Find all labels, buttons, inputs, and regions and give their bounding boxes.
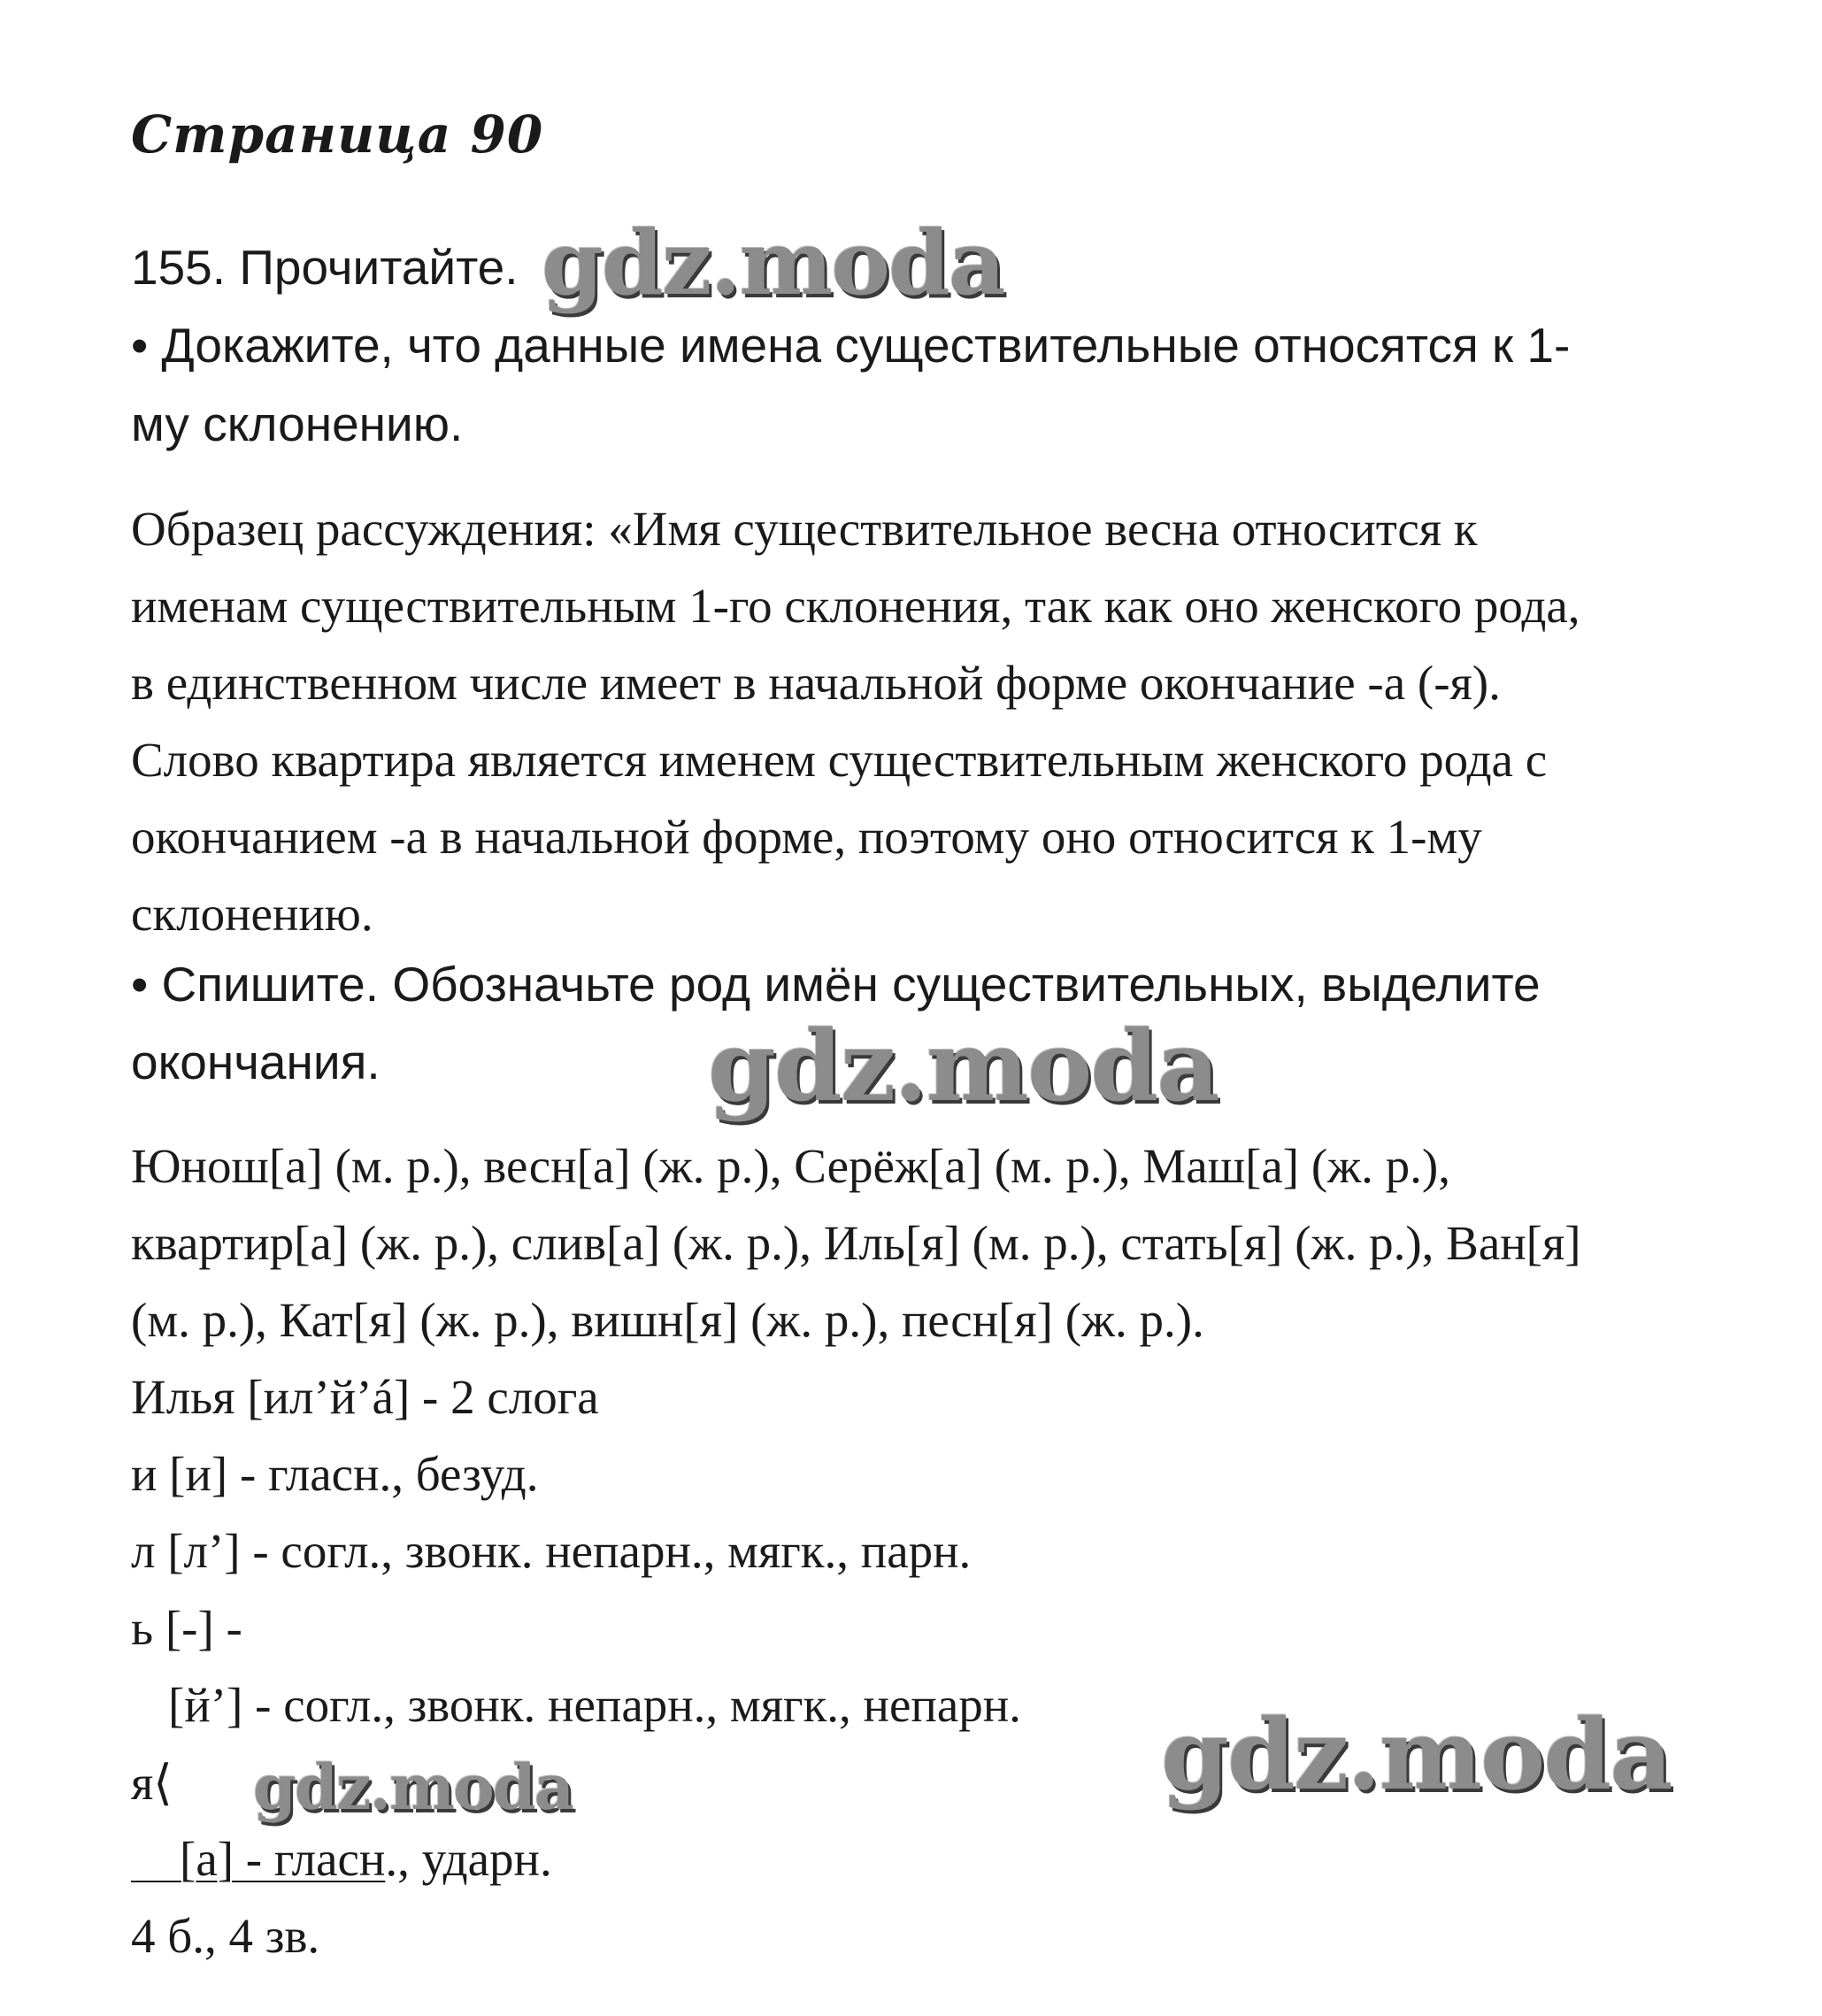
answer-line: Юнош[а] (м. р.), весн[а] (ж. р.), Серёж[а] (м. р.), Маш[а] (ж. р.),: [131, 1139, 1450, 1193]
page-title: Страница 90: [131, 104, 544, 165]
phonetic-line-a-underlined: [а] - гласн: [180, 1832, 386, 1886]
reasoning-line: Слово квартира является именем существительным женского рода с: [131, 733, 1548, 787]
phonetic-line-a: [131, 1831, 552, 1887]
phonetic-line-ya: я⟨: [131, 1756, 173, 1810]
task2-instruction-line-1: • Спишите. Обозначьте род имён существительных, выделите: [131, 957, 1541, 1012]
reasoning-line: Образец рассуждения: «Имя существительное весна относится к: [131, 502, 1478, 556]
phonetic-word: Илья [ил’й’á] - 2 слога: [131, 1370, 599, 1424]
answer-line: (м. р.), Кат[я] (ж. р.), вишн[я] (ж. р.), песн[я] (ж. р.).: [131, 1293, 1204, 1347]
phonetic-line-j: [й’] - согл., звонк. непарн., мягк., непарн.: [168, 1678, 1021, 1732]
task2-instruction-line-2: окончания.: [131, 1035, 381, 1089]
watermark: gdz.moda: [1161, 1697, 1672, 1812]
reasoning-line: склонению.: [131, 887, 373, 941]
phonetic-line-soft-sign: ь [-] -: [131, 1601, 242, 1655]
task-instruction-line-2: му склонению.: [131, 396, 464, 451]
task-instruction-line-1: • Докажите, что данные имена существительные относятся к 1-: [131, 318, 1571, 373]
reasoning-line: окончанием -а в начальной форме, поэтому оно относится к 1-му: [131, 810, 1482, 864]
phonetic-line-i: и [и] - гласн., безуд.: [131, 1447, 539, 1501]
phonetic-line-l: л [л’] - согл., звонк. непарн., мягк., парн.: [131, 1524, 972, 1578]
answer-line: квартир[а] (ж. р.), слив[а] (ж. р.), Иль[я] (м. р.), стать[я] (ж. р.), Ван[я]: [131, 1216, 1581, 1270]
task-header: 155. Прочитайте.: [131, 240, 519, 295]
phonetic-line-a-rest: ., ударн.: [385, 1832, 552, 1886]
reasoning-line: именам существительным 1-го склонения, так как оно женского рода,: [131, 579, 1580, 633]
reasoning-line: в единственном числе имеет в начальной форме окончание -а (-я).: [131, 656, 1501, 710]
watermark: gdz.moda: [708, 1009, 1219, 1123]
phonetic-summary: 4 б., 4 зв.: [131, 1909, 320, 1963]
watermark: gdz.moda: [542, 211, 1004, 315]
watermark: gdz.moda: [253, 1751, 573, 1824]
